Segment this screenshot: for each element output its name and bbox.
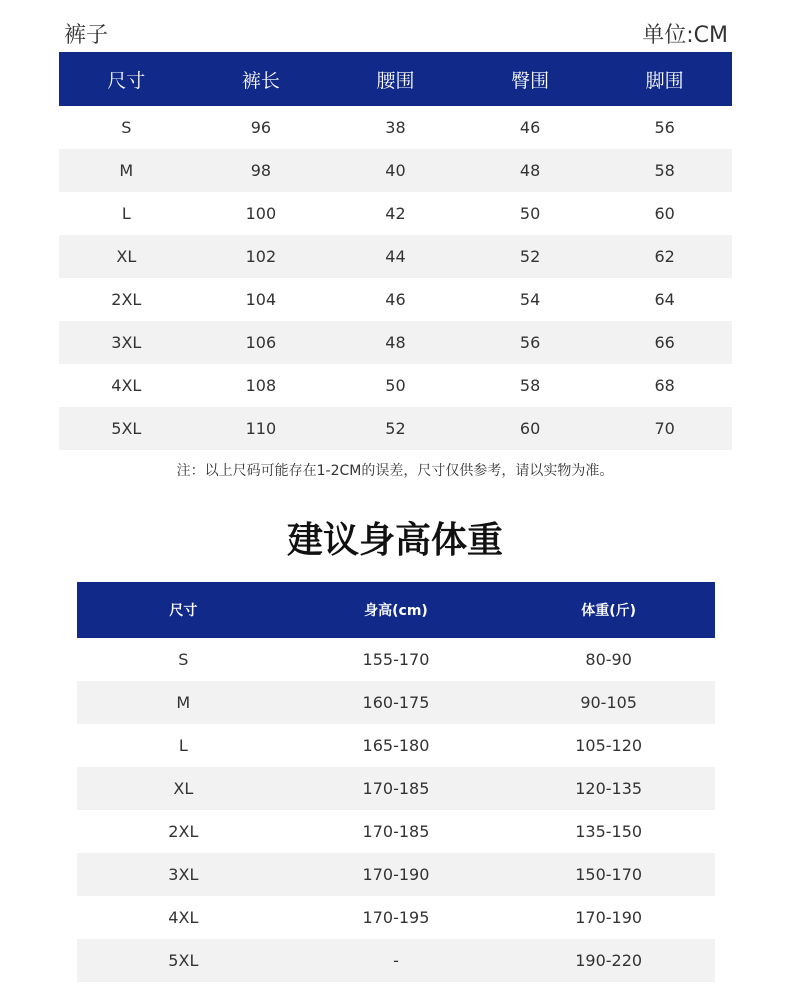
table-cell-hem: 62 <box>597 235 732 278</box>
table-cell-waist: 48 <box>328 321 463 364</box>
table-cell-length: 104 <box>194 278 329 321</box>
product-title: 裤子 <box>64 23 109 48</box>
table-cell-size: M <box>77 681 290 724</box>
table-cell-hem: 70 <box>597 407 732 450</box>
table-cell-waist: 46 <box>328 278 463 321</box>
table-cell-height: 165-180 <box>290 724 503 767</box>
table-row <box>77 810 715 853</box>
table-cell-hip: 50 <box>463 192 598 235</box>
table-cell-hip: 46 <box>463 106 598 149</box>
table-cell-size: 5XL <box>59 407 194 450</box>
table-cell-length: 108 <box>194 364 329 407</box>
table-row <box>59 106 732 149</box>
table-cell-size: S <box>77 638 290 681</box>
table-cell-waist: 52 <box>328 407 463 450</box>
table-cell-length: 96 <box>194 106 329 149</box>
table-cell-hip: 56 <box>463 321 598 364</box>
table-cell-hip: 52 <box>463 235 598 278</box>
table-cell-size: L <box>59 192 194 235</box>
table-cell-hem: 56 <box>597 106 732 149</box>
table-cell-hip: 58 <box>463 364 598 407</box>
table-row <box>59 235 732 278</box>
table-cell-hem: 58 <box>597 149 732 192</box>
table-cell-waist: 42 <box>328 192 463 235</box>
size-note: 注：以上尺码可能存在1-2CM的误差，尺寸仅供参考，请以实物为准。 <box>176 463 614 479</box>
table-cell-weight: 150-170 <box>502 853 715 896</box>
column-header-weight: 体重(斤) <box>502 582 715 638</box>
table-cell-size: 2XL <box>59 278 194 321</box>
table-cell-size: L <box>77 724 290 767</box>
table-cell-waist: 38 <box>328 106 463 149</box>
column-header-size: 尺寸 <box>59 52 194 106</box>
column-header-hem: 脚围 <box>597 52 732 106</box>
table-cell-waist: 50 <box>328 364 463 407</box>
pants-size-table <box>59 52 732 450</box>
table-cell-hem: 68 <box>597 364 732 407</box>
table-row <box>77 767 715 810</box>
table-cell-hip: 60 <box>463 407 598 450</box>
table-row <box>59 407 732 450</box>
table-cell-height: 170-185 <box>290 767 503 810</box>
table-cell-height: - <box>290 939 503 982</box>
table-header-row <box>59 52 732 106</box>
table-row <box>77 939 715 982</box>
table-row <box>59 321 732 364</box>
table-cell-length: 102 <box>194 235 329 278</box>
table-row <box>77 724 715 767</box>
table-cell-size: 3XL <box>59 321 194 364</box>
table-cell-weight: 90-105 <box>502 681 715 724</box>
table-row <box>77 681 715 724</box>
table-cell-size: 5XL <box>77 939 290 982</box>
table-cell-waist: 44 <box>328 235 463 278</box>
table-cell-size: 3XL <box>77 853 290 896</box>
table-cell-height: 160-175 <box>290 681 503 724</box>
table-cell-weight: 105-120 <box>502 724 715 767</box>
table-cell-size: XL <box>77 767 290 810</box>
table-cell-length: 110 <box>194 407 329 450</box>
table-row <box>59 192 732 235</box>
table-row <box>59 149 732 192</box>
table-row <box>77 853 715 896</box>
table-cell-hem: 64 <box>597 278 732 321</box>
table-cell-size: 2XL <box>77 810 290 853</box>
column-header-length: 裤长 <box>194 52 329 106</box>
table-cell-weight: 120-135 <box>502 767 715 810</box>
column-header-hip: 臀围 <box>463 52 598 106</box>
table-cell-size: 4XL <box>59 364 194 407</box>
table-row <box>59 278 732 321</box>
table-cell-hip: 48 <box>463 149 598 192</box>
table-cell-length: 100 <box>194 192 329 235</box>
table-cell-size: S <box>59 106 194 149</box>
table-cell-length: 98 <box>194 149 329 192</box>
table-cell-weight: 80-90 <box>502 638 715 681</box>
table-cell-height: 170-195 <box>290 896 503 939</box>
column-header-height: 身高(cm) <box>290 582 503 638</box>
table-row <box>77 896 715 939</box>
unit-label: 单位:CM <box>642 23 728 48</box>
table-cell-size: 4XL <box>77 896 290 939</box>
table-cell-weight: 135-150 <box>502 810 715 853</box>
table-cell-hem: 66 <box>597 321 732 364</box>
table-cell-length: 106 <box>194 321 329 364</box>
table-cell-weight: 190-220 <box>502 939 715 982</box>
table-cell-size: M <box>59 149 194 192</box>
table-cell-size: XL <box>59 235 194 278</box>
column-header-waist: 腰围 <box>328 52 463 106</box>
table-row <box>59 364 732 407</box>
column-header-size: 尺寸 <box>77 582 290 638</box>
table-cell-hem: 60 <box>597 192 732 235</box>
table-header-row <box>77 582 715 638</box>
table-cell-height: 155-170 <box>290 638 503 681</box>
table-row <box>77 638 715 681</box>
recommend-table <box>77 582 715 982</box>
table-cell-height: 170-190 <box>290 853 503 896</box>
table-cell-hip: 54 <box>463 278 598 321</box>
section-title: 建议身高体重 <box>286 520 503 561</box>
table-cell-waist: 40 <box>328 149 463 192</box>
table-cell-weight: 170-190 <box>502 896 715 939</box>
table-cell-height: 170-185 <box>290 810 503 853</box>
